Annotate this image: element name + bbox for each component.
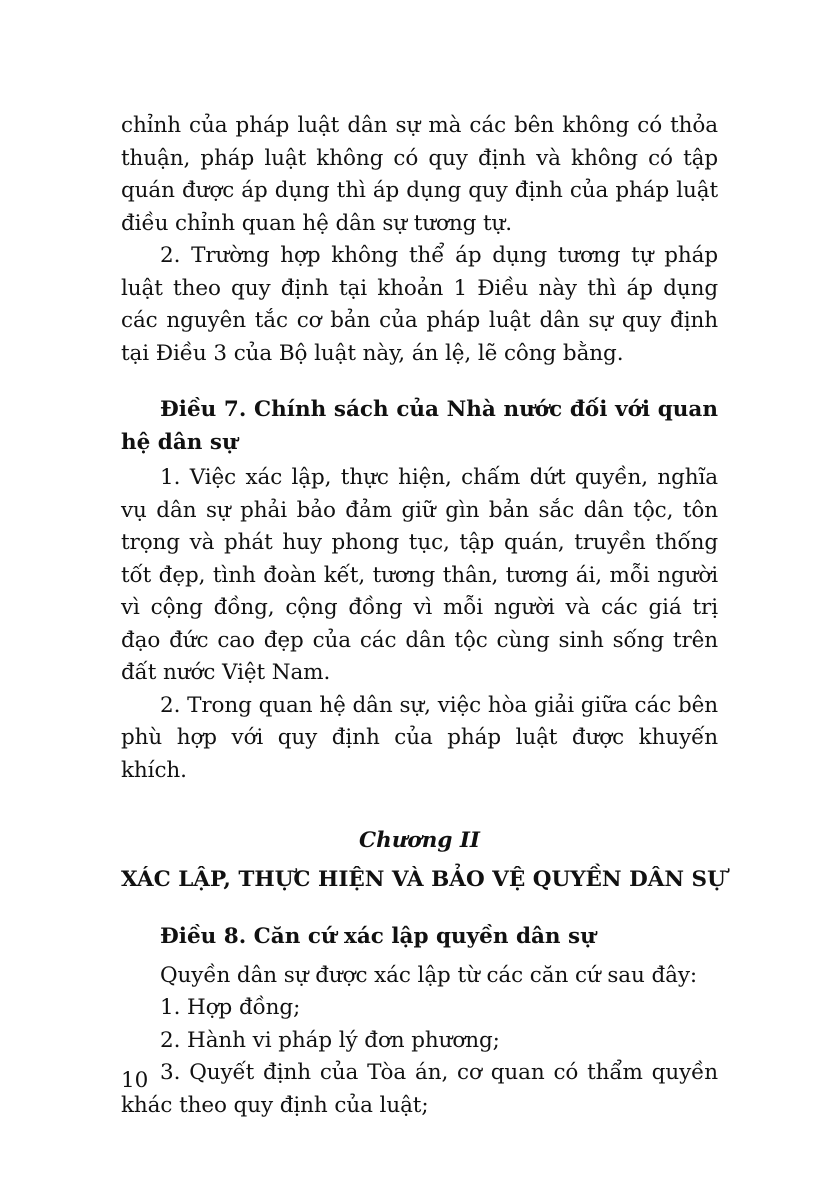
paragraph-continuation: chỉnh của pháp luật dân sự mà các bên không có thỏa thuận, pháp luật không có quy định và không có tập quán được áp dụng thì áp dụng quy định của pháp luật điều chỉnh quan hệ dân sự tương tự. — [121, 113, 718, 236]
article-7-title: Điều 7. Chính sách của Nhà nước đối với quan hệ dân sự — [121, 397, 718, 455]
article-8-item-2: 2. Hành vi pháp lý đơn phương; — [160, 1027, 500, 1053]
article-7-clause-1: 1. Việc xác lập, thực hiện, chấm dứt quyền, nghĩa vụ dân sự phải bảo đảm giữ gìn bản sắc dân tộc, tôn trọng và phát huy phong tục, tập quán, truyền thống tốt đẹp, tình đoàn kết, tương thân, tương ái, mỗi người vì cộng đồng, cộng đồng vì mỗi người và các giá trị đạo đức cao đẹp của các dân tộc cùng sinh sống trên đất nước Việt Nam. — [121, 465, 718, 685]
article-8-item-3: 3. Quyết định của Tòa án, cơ quan có thẩm quyền khác theo quy định của luật; — [121, 1060, 718, 1118]
article-8-intro: Quyền dân sự được xác lập từ các căn cứ sau đây: — [160, 962, 698, 988]
page-body — [121, 110, 726, 1122]
article-8-title: Điều 8. Căn cứ xác lập quyền dân sự — [160, 924, 596, 949]
paragraph-clause-2: 2. Trường hợp không thể áp dụng tương tự pháp luật theo quy định tại khoản 1 Điều này thì áp dụng các nguyên tắc cơ bản của pháp luật dân sự quy định tại Điều 3 của Bộ luật này, án lệ, lẽ công bằng. — [121, 243, 718, 366]
chapter-number: Chương II — [359, 828, 480, 853]
chapter-title: XÁC LẬP, THỰC HIỆN VÀ BẢO VỆ QUYỀN DÂN SỰ — [121, 867, 726, 892]
article-7-clause-2: 2. Trong quan hệ dân sự, việc hòa giải giữa các bên phù hợp với quy định của pháp luật được khuyến khích. — [121, 692, 718, 783]
page-number: 10 — [121, 1068, 149, 1093]
article-8-item-1: 1. Hợp đồng; — [160, 995, 301, 1020]
